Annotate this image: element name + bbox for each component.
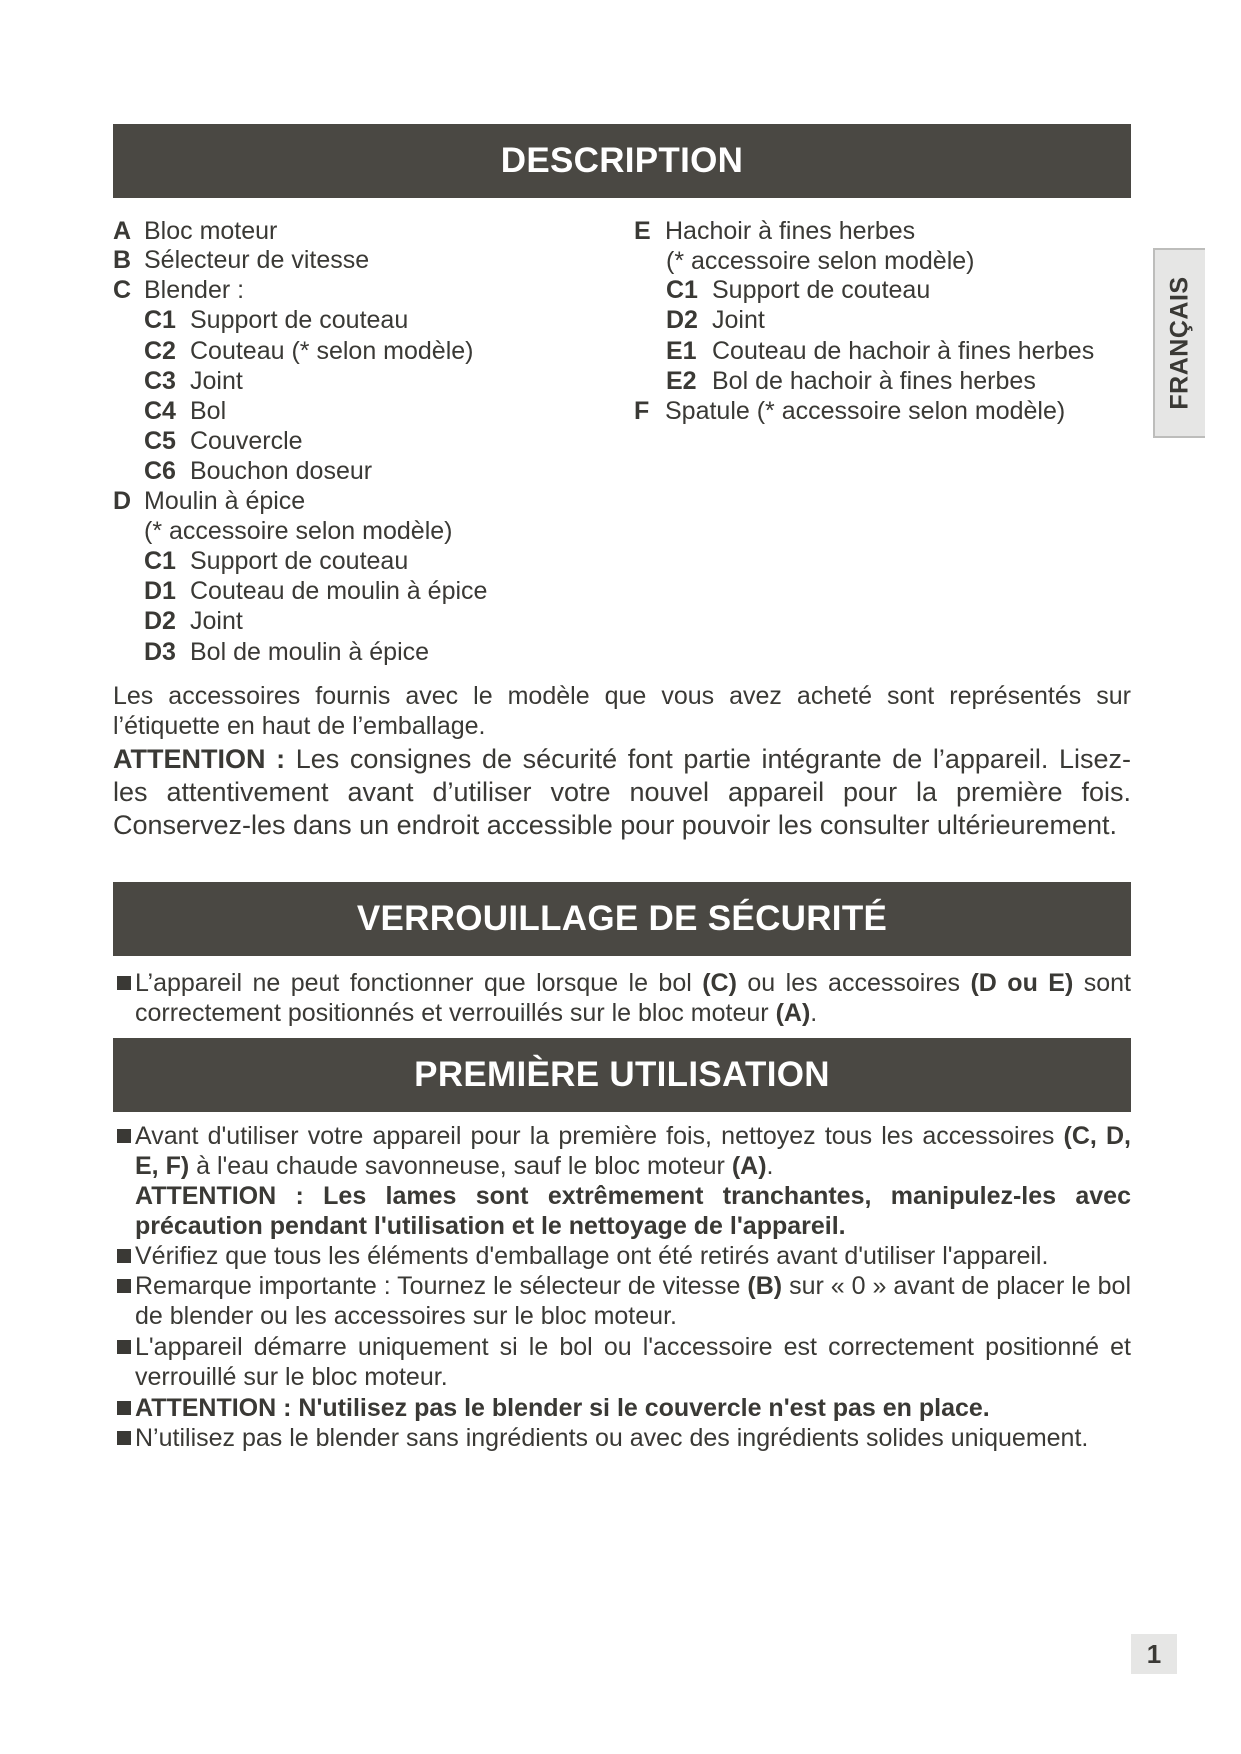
attention-label: ATTENTION :: [113, 744, 286, 774]
list-item: L'appareil démarre uniquement si le bol ou l'accessoire est correctement positionné et verrouillé sur le bloc moteur.: [113, 1332, 1131, 1392]
accessories-note: Les accessoires fournis avec le modèle que vous avez acheté sont représentés sur l’étiquette en haut de l’emballage.: [113, 682, 1131, 740]
part-item: E1 Couteau de hachoir à fines herbes: [666, 337, 1095, 365]
bullet-square-icon: [117, 976, 131, 990]
section-heading-verrouillage: VERROUILLAGE DE SÉCURITÉ: [113, 882, 1131, 956]
part-item: C1 Support de couteau: [144, 306, 409, 334]
part-item: C Blender :: [113, 276, 245, 304]
part-item: D Moulin à épice: [113, 487, 306, 515]
part-item: C3 Joint: [144, 367, 243, 395]
part-item: C1 Support de couteau: [666, 276, 931, 304]
part-item: C5 Couvercle: [144, 427, 303, 455]
part-item: D2 Joint: [144, 607, 243, 635]
language-tab-label: FRANÇAIS: [1165, 276, 1194, 410]
part-item: F Spatule (* accessoire selon modèle): [634, 397, 1066, 425]
part-item: C6 Bouchon doseur: [144, 457, 373, 485]
attention-intro: ATTENTION : Les consignes de sécurité font partie intégrante de l’appareil. Lisez-les attentivement avant d’utiliser votre nouvel appareil pour la première fois. Conservez-les dans un endroit accessible pour pouvoir les consulter ultérieurement.: [113, 744, 1132, 840]
part-item: C2 Couteau (* selon modèle): [144, 337, 474, 365]
page-number: 1: [1131, 1634, 1177, 1674]
part-item: B Sélecteur de vitesse: [113, 246, 370, 274]
list-item: Avant d'utiliser votre appareil pour la première fois, nettoyez tous les accessoires (C, D, E, F) à l'eau chaude savonneuse, sauf le bloc moteur (A). ATTENTION : Les lames sont extrêmement tranchantes, manipulez-les avec précaution pendant l'utilisation et le nettoyage de l'appareil.: [113, 1121, 1131, 1241]
section-heading-premiere-utilisation: PREMIÈRE UTILISATION: [113, 1038, 1131, 1112]
language-tab: [1153, 248, 1205, 438]
list-item: Vérifiez que tous les éléments d'emballage ont été retirés avant d'utiliser l'appareil.: [113, 1241, 1131, 1271]
list-item: L’appareil ne peut fonctionner que lorsque le bol (C) ou les accessoires (D ou E) sont correctement positionnés et verrouillés sur le bloc moteur (A).: [113, 968, 1131, 1028]
part-item: A Bloc moteur: [113, 217, 278, 245]
bullet-square-icon: [117, 1279, 131, 1293]
bullet-square-icon: [117, 1249, 131, 1263]
part-item: D1 Couteau de moulin à épice: [144, 577, 488, 605]
part-item: E Hachoir à fines herbes: [634, 217, 916, 245]
part-note: (* accessoire selon modèle): [144, 517, 453, 545]
bullet-square-icon: [117, 1431, 131, 1445]
part-item: D2 Joint: [666, 306, 765, 334]
part-item: C1 Support de couteau: [144, 547, 409, 575]
blade-warning: ATTENTION : Les lames sont extrêmement tranchantes, manipulez-les avec précaution pendant l'utilisation et le nettoyage de l'appareil.: [135, 1182, 1131, 1240]
bullet-square-icon: [117, 1401, 131, 1415]
list-item: ATTENTION : N'utilisez pas le blender si le couvercle n'est pas en place.: [113, 1393, 1131, 1423]
list-item: N’utilisez pas le blender sans ingrédients ou avec des ingrédients solides uniquement.: [113, 1423, 1131, 1453]
bullet-square-icon: [117, 1129, 131, 1143]
bullet-square-icon: [117, 1340, 131, 1354]
list-item: Remarque importante : Tournez le sélecteur de vitesse (B) sur « 0 » avant de placer le bol de blender ou les accessoires sur le bloc moteur.: [113, 1271, 1131, 1331]
part-item: C4 Bol: [144, 397, 227, 425]
part-item: E2 Bol de hachoir à fines herbes: [666, 367, 1036, 395]
part-item: D3 Bol de moulin à épice: [144, 638, 430, 666]
part-note: (* accessoire selon modèle): [666, 247, 975, 275]
section-heading-description: DESCRIPTION: [113, 124, 1131, 198]
